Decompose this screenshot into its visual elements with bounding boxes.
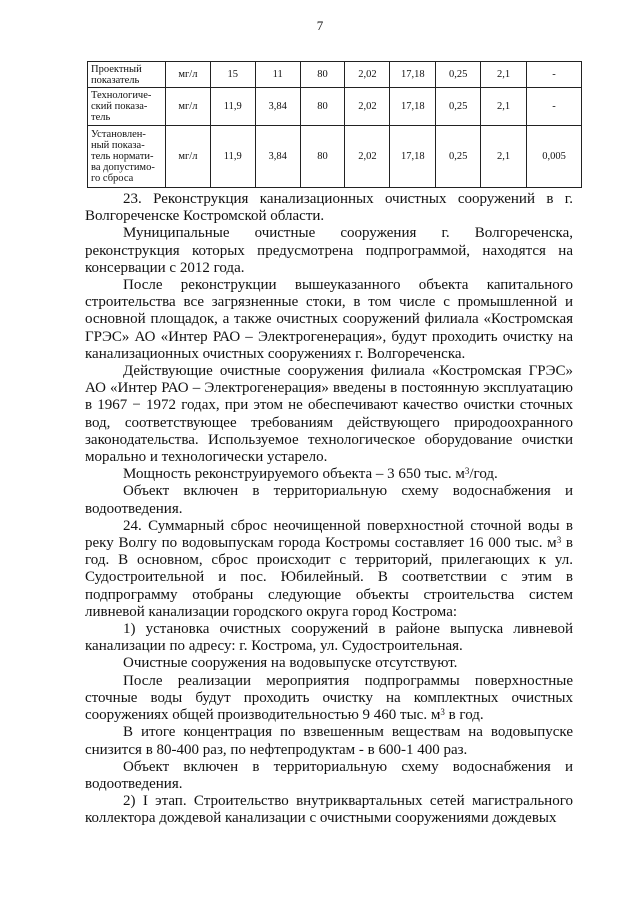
table-cell: 15	[210, 62, 255, 88]
table-cell: 17,18	[390, 62, 436, 88]
table-cell: 0,25	[436, 126, 481, 188]
table-cell: 0,25	[436, 88, 481, 126]
table-row	[88, 62, 582, 88]
table-cell: 0,005	[527, 126, 582, 188]
table-cell: мг/л	[165, 62, 210, 88]
table-cell: 80	[300, 88, 345, 126]
paragraph: Очистные сооружения на водовыпуске отсутствуют.	[123, 655, 458, 672]
paragraph: Муниципальные очистные сооружения г. Волгореченска, реконструкция которых предусмотрена подпрограммой, находятся на консервации с 2012 года.	[85, 225, 573, 276]
paragraph-list-item-1: 1) установка очистных сооружений в районе выпуска ливневой канализации по адресу: г. Кострома, ул. Судостроительная.	[85, 621, 573, 655]
table-cell: 2,1	[481, 126, 527, 188]
paragraph: После реконструкции вышеуказанного объекта капитального строительства все загрязненные стоки, в том числе с промышленной и основной площадок, а также очистных сооружений филиала «Костромская ГРЭС» АО «Интер РАО – Электрогенерация», будут проходить очистку на канализационных очистных сооружениях г. Волгореченска.	[85, 277, 573, 362]
body-text	[85, 191, 573, 828]
table-cell: -	[527, 62, 582, 88]
paragraph: Действующие очистные сооружения филиала «Костромская ГРЭС» АО «Интер РАО – Электрогенерация» введены в постоянную эксплуатацию в 1967 − 1972 годах, при этом не обеспечивают качество очистки сточных вод, соответствующее требованиям действующего природоохранного законодательства. Используемое технологическое оборудование очистки морально и технологически устарело.	[85, 363, 573, 466]
table-cell: 11	[255, 62, 300, 88]
table-cell: 2,02	[345, 62, 390, 88]
row-label: Технологиче-ский показа-тель	[88, 88, 166, 126]
table-cell: 17,18	[390, 88, 436, 126]
table-row	[88, 126, 582, 188]
table-cell: 2,02	[345, 126, 390, 188]
paragraph-list-item-2: 2) I этап. Строительство внутриквартальных сетей магистрального коллектора дождевой канализации с очистными сооружениями дождевых	[85, 793, 573, 827]
page-number: 7	[316, 18, 324, 33]
paragraph-section-24: 24. Суммарный сброс неочищенной поверхностной сточной воды в реку Волгу по водовыпускам города Костромы составляет 16 000 тыс. $м^3$ в год. В основном, сброс происходит с территорий, прилегающих к ул. Судостроительной и пос. Юбилейный. В соответствии с этим в подпрограмму отобраны следующие объекты строительства систем ливневой канализации городского округа город Кострома:	[85, 517, 573, 620]
table-cell: мг/л	[165, 88, 210, 126]
paragraph: Объект включен в территориальную схему водоснабжения и водоотведения.	[85, 483, 573, 517]
table-cell: 11,9	[210, 126, 255, 188]
table-cell: 2,02	[345, 88, 390, 126]
table-cell: 80	[300, 126, 345, 188]
table-cell: 17,18	[390, 126, 436, 188]
table-cell: 11,9	[210, 88, 255, 126]
table-cell: -	[527, 88, 582, 126]
table-cell: 80	[300, 62, 345, 88]
table-cell: 2,1	[481, 62, 527, 88]
table-cell: мг/л	[165, 126, 210, 188]
table-cell: 0,25	[436, 62, 481, 88]
parameters-table	[87, 61, 582, 188]
table-cell: 3,84	[255, 88, 300, 126]
paragraph: После реализации мероприятия подпрограммы поверхностные сточные воды будут проходить очистку на комплектных очистных сооружениях общей производительностью 9 460 тыс. $м^3$ в год.	[85, 672, 573, 724]
paragraph-section-23-title: 23. Реконструкция канализационных очистных сооружений в г. Волгореченске Костромской области.	[85, 191, 573, 225]
row-label: Проектный показатель	[88, 62, 166, 88]
paragraph: В итоге концентрация по взвешенным веществам на водовыпуске снизится в 80-400 раз, по нефтепродуктам - в 600-1 400 раз.	[85, 724, 573, 758]
table-cell: 2,1	[481, 88, 527, 126]
paragraph-capacity: Мощность реконструируемого объекта – 3 650 тыс. $м^3$/год.	[123, 466, 498, 483]
table-row	[88, 88, 582, 126]
paragraph: Объект включен в территориальную схему водоснабжения и водоотведения.	[85, 758, 573, 792]
table-cell: 3,84	[255, 126, 300, 188]
row-label: Установлен-ный показа-тель нормати-ва допустимо-го сброса	[88, 126, 166, 188]
